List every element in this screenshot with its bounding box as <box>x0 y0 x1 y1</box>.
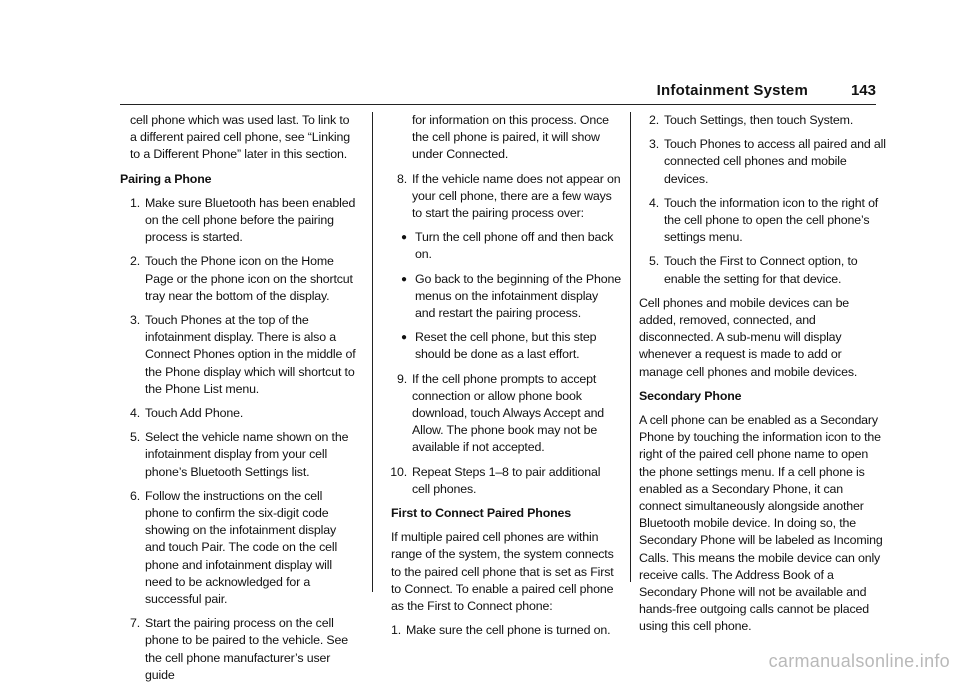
bullet-text: Reset the cell phone, but this step should be done as a last effort. <box>415 330 597 362</box>
bullet-text: Go back to the beginning of the Phone menus on the infotainment display and restart the pairing process. <box>415 271 621 321</box>
step-text: Touch the information icon to the right of the cell phone to open the cell phone’s settings menu. <box>664 195 879 245</box>
step-item <box>385 112 621 164</box>
step-item <box>643 136 887 188</box>
secondary-phone-paragraph: A cell phone can be enabled as a Secondary Phone by touching the information icon to the right of the paired cell phone name to open the phone settings menu. If a cell phone is enabled as a Secondary Phone, it can connect simultaneously alongside another Bluetooth mobile device. In doing so, the Secondary Phone will be labeled as Incoming Calls. This means the mobile device can only receive calls. The Address Book of a Secondary Phone will not be available and hands-free outgoing calls cannot be placed using this cell phone. <box>639 413 883 634</box>
step-item <box>124 195 356 247</box>
step-text: Touch Phones at the top of the infotainment display. There is also a Connect Phones option in the middle of the Phone display which will shortcut to the Phone List menu. <box>145 313 356 396</box>
step-item <box>385 171 621 223</box>
step-text: Make sure the cell phone is turned on. <box>406 623 611 638</box>
first-to-connect-steps-continued <box>639 112 887 288</box>
watermark: carmanualsonline.info <box>768 651 950 671</box>
section-heading-secondary-phone: Secondary Phone <box>639 388 742 403</box>
page-header <box>120 80 876 105</box>
step-item <box>124 615 356 684</box>
step-text: If the cell phone prompts to accept connection or allow phone book download, touch Always Accept and Allow. The phone book may not be available if not accepted. <box>412 371 605 455</box>
step-item <box>124 488 356 608</box>
step-number: 1. <box>390 623 401 638</box>
column-2 <box>372 112 621 638</box>
bullet-item <box>401 271 621 323</box>
bullet-icon: ● <box>401 273 407 285</box>
step-item <box>385 371 621 457</box>
step-text: Touch Settings, then touch System. <box>664 113 854 127</box>
section-heading-first-to-connect: First to Connect Paired Phones <box>391 506 572 521</box>
step-number: 4. <box>129 406 140 421</box>
bullet-icon: ● <box>401 232 407 244</box>
step-number: 1. <box>129 195 140 210</box>
first-to-connect-steps <box>381 622 621 639</box>
step-text: Select the vehicle name shown on the infotainment display from your cell phone’s Bluetooth Settings list. <box>145 430 349 479</box>
step-number: 2. <box>129 254 140 269</box>
step-number: 2. <box>648 113 659 127</box>
bullet-text: Turn the cell phone off and then back on. <box>415 230 614 262</box>
step-number: 8. <box>396 171 407 186</box>
pairing-steps <box>120 195 356 684</box>
step-text: Touch Phones to access all paired and all connected cell phones and mobile devices. <box>664 137 886 186</box>
step-text: Follow the instructions on the cell phone to confirm the six-digit code showing on the infotainment display and touch Pair. The code on the cell phone and infotainment display will need to be acknowledged for a successful pair. <box>145 488 338 607</box>
section-heading-pairing: Pairing a Phone <box>120 171 212 186</box>
step-text: Touch Add Phone. <box>145 406 244 421</box>
step-number: 6. <box>129 488 140 503</box>
bullet-item <box>401 329 621 363</box>
manage-devices-paragraph: Cell phones and mobile devices can be added, removed, connected, and disconnected. A sub-menu will display whenever a request is made to add or manage cell phones and mobile devices. <box>639 295 858 379</box>
step-text: Touch the First to Connect option, to enable the setting for that device. <box>664 254 858 286</box>
step-text: Make sure Bluetooth has been enabled on the cell phone before the pairing process is started. <box>145 195 356 245</box>
step-number: 7. <box>129 616 140 631</box>
step-number: 3. <box>648 137 659 152</box>
column-1 <box>120 112 356 691</box>
step-item <box>124 429 356 481</box>
step-number: 4. <box>648 195 659 210</box>
section-title: Infotainment System <box>656 82 808 99</box>
step-item <box>124 253 356 305</box>
bullet-item <box>401 229 621 263</box>
step-text: for information on this process. Once the cell phone is paired, it will show under Connected. <box>412 113 609 162</box>
step-item <box>643 253 887 287</box>
step-item <box>124 405 356 422</box>
step-number: 3. <box>129 313 140 328</box>
step-text: If the vehicle name does not appear on your cell phone, there are a few ways to start the pairing process over: <box>412 171 621 221</box>
step-number: 10. <box>390 464 407 479</box>
step-number: 5. <box>129 430 140 445</box>
step-item <box>643 112 887 129</box>
step-text: Start the pairing process on the cell phone to be paired to the vehicle. See the cell phone manufacturer’s user guide <box>145 616 349 682</box>
step-number: 9. <box>396 371 407 386</box>
first-to-connect-paragraph: If multiple paired cell phones are within range of the system, the system connects to the paired cell phone that is set as First to Connect. To enable a paired cell phone as the First to Connect phone: <box>391 530 614 614</box>
step-item <box>124 312 356 398</box>
step-item <box>643 195 887 247</box>
page-number: 143 <box>850 82 876 99</box>
column-3 <box>630 112 887 634</box>
step-text: Repeat Steps 1–8 to pair additional cell phones. <box>412 464 601 496</box>
step-item <box>385 464 621 498</box>
pairing-steps-continued <box>381 112 621 498</box>
bullet-list <box>385 229 621 363</box>
intro-paragraph: cell phone which was used last. To link to a different paired cell phone, see “Linking to a Different Phone” later in this section. <box>130 113 350 162</box>
step-text: Touch the Phone icon on the Home Page or the phone icon on the shortcut tray near the bottom of the display. <box>145 254 353 303</box>
step-item <box>385 622 621 639</box>
step-number: 5. <box>648 254 659 269</box>
bullet-icon: ● <box>401 332 407 344</box>
